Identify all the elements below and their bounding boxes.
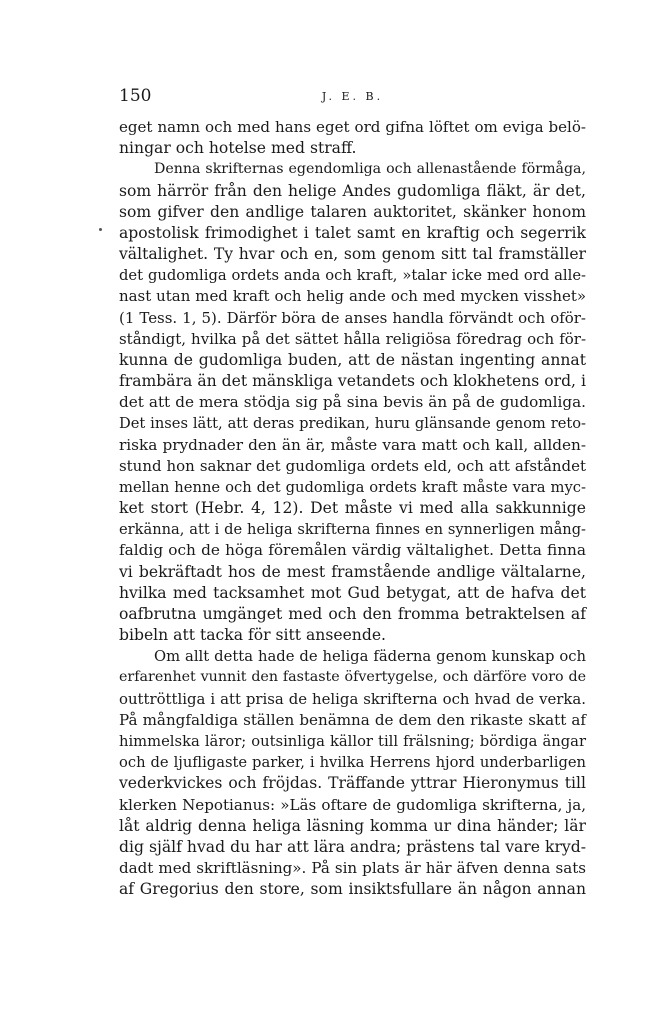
text-line: Denna skrifternas egendomliga och allenastående förmåga,	[154, 161, 586, 178]
text-line: det att de mera stödja sig på sina bevis än på de gudomliga.	[119, 393, 586, 412]
text-line: erkänna, att i de heliga skrifterna finnes en synnerligen mång-	[119, 521, 586, 539]
text-line: ståndigt, hvilka på det sättet hålla religiösa föredrag och för-	[119, 329, 586, 348]
text-line: bibeln att tacka för sitt anseende.	[119, 626, 387, 645]
text-line: det gudomliga ordets anda och kraft, »talar icke med ord alle-	[119, 267, 586, 285]
text-line: dig själf hvad du har att lära andra; prästens tal vare kryd-	[119, 837, 586, 856]
text-line: outtröttliga i att prisa de heliga skrifterna och hvad de verka.	[119, 689, 586, 708]
text-line: Det inses lätt, att deras predikan, huru glänsande genom reto-	[119, 415, 586, 433]
text-line: eget namn och med hans eget ord gifna löftet om eviga belö-	[119, 118, 586, 136]
page-number: 150	[119, 86, 152, 106]
text-line: ket stort (Hebr. 4, 12). Det måste vi med alla sakkunnige	[119, 499, 586, 518]
text-line: som gifver den andlige talaren auktoritet, skänker honom	[119, 202, 586, 221]
text-line: klerken Nepotianus: »Läs oftare de gudomliga skrifterna, ja,	[119, 795, 586, 814]
text-line: Om allt detta hade de heliga fäderna genom kunskap och	[154, 648, 586, 666]
text-line: vederkvickes och fröjdas. Träffande yttrar Hieronymus till	[119, 774, 586, 793]
text-line: faldig och de höga föremålen värdig vältalighet. Detta finna	[119, 541, 586, 560]
text-line: frambära än det mänskliga vetandets och klokhetens ord, i	[119, 372, 586, 391]
text-line: dadt med skriftläsning». På sin plats är här äfven denna sats	[119, 859, 586, 878]
text-line: vi bekräftadt hos de mest framstående andlige vältalarne,	[119, 562, 586, 581]
text-line: kunna de gudomliga buden, att de nästan ingenting annat	[119, 350, 586, 369]
text-line: hvilka med tacksamhet mot Gud betygat, att de hafva det	[119, 583, 586, 602]
margin-mark	[99, 228, 102, 231]
text-line: (1 Tess. 1, 5). Därför böra de anses handla förvändt och oför-	[119, 308, 586, 327]
text-line: oafbrutna umgänget med och den fromma betraktelsen af	[119, 604, 586, 623]
text-line: På mångfaldiga ställen benämna de dem den rikaste skatt af	[119, 710, 586, 729]
text-line: nast utan med kraft och helig ande och med mycken visshet»	[119, 287, 586, 306]
text-line: stund hon saknar det gudomliga ordets eld, och att afståndet	[119, 456, 586, 475]
page-header	[119, 86, 586, 108]
text-line: ningar och hotelse med straff.	[119, 139, 357, 158]
text-line: af Gregorius den store, som insiktsfullare än någon annan	[119, 880, 586, 899]
text-line: apostolisk frimodighet i talet samt en kraftig och segerrik	[119, 223, 586, 242]
text-line: vältalighet. Ty hvar och en, som genom sitt tal framställer	[119, 245, 586, 264]
text-line: riska prydnader den än är, måste vara matt och kall, allden-	[119, 435, 586, 454]
text-line: mellan henne och det gudomliga ordets kraft måste vara myc-	[119, 478, 586, 496]
text-line: låt aldrig denna heliga läsning komma ur dina händer; lär	[119, 816, 586, 835]
body-text	[119, 117, 586, 900]
text-line: och de ljufligaste parker, i hvilka Herrens hjord underbarligen	[119, 754, 586, 772]
text-line: erfarenhet vunnit den fastaste öfvertygelse, och därföre voro de	[119, 669, 586, 686]
text-line: himmelska läror; outsinliga källor till frälsning; bördiga ängar	[119, 732, 586, 750]
running-head: J. E. B.	[321, 90, 384, 103]
text-line: som härrör från den helige Andes gudomliga fläkt, är det,	[119, 181, 586, 200]
